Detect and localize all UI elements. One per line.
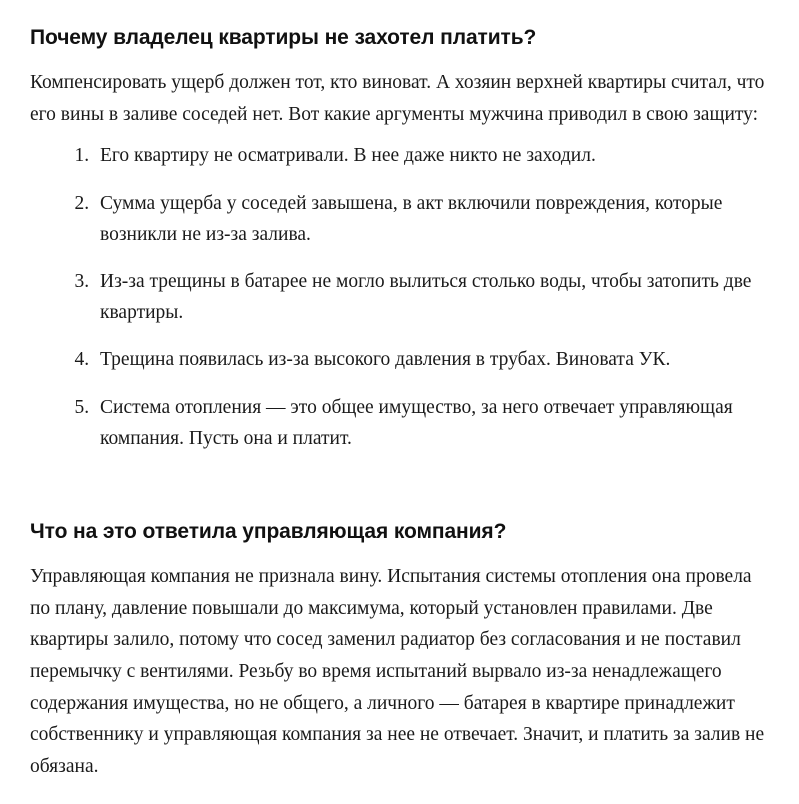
list-item: 4. Трещина появилась из-за высокого давления в трубах. Виновата УК. xyxy=(94,344,769,375)
list-item: 1. Его квартиру не осматривали. В нее даже никто не заходил. xyxy=(94,140,769,171)
section-heading: Что на это ответила управляющая компания? xyxy=(30,519,507,543)
section-owner-refusal xyxy=(30,24,769,454)
list-item: 5. Система отопления — это общее имущество, за него отвечает управляющая компания. Пусть она и платит. xyxy=(94,392,769,454)
list-item: 2. Сумма ущерба у соседей завышена, в акт включили повреждения, которые возникли не из-за залива. xyxy=(94,188,769,250)
section-intro-paragraph: Компенсировать ущерб должен тот, кто виноват. А хозяин верхней квартиры считал, что его вины в заливе соседей нет. Вот какие аргументы мужчина приводил в свою защиту: xyxy=(30,72,765,125)
section-body-paragraph: Управляющая компания не признала вину. Испытания системы отопления она провела по плану, давление повышали до максимума, который установлен правилами. Две квартиры залило, потому что сосед заменил радиатор без согласования и не поставил перемычку с вентилями. Резьбу во время испытаний вырвало из-за ненадлежащего содержания имущества, но не общего, а личного — батарея в квартире принадлежит собственнику и управляющая компания за нее не отвечает. Значит, и платить за залив не обязана. xyxy=(30,566,765,777)
page-title: Почему владелец квартиры не захотел платить? xyxy=(30,26,537,49)
arguments-list xyxy=(30,140,769,454)
section-management-company-reply xyxy=(30,518,769,782)
list-item: 3. Из-за трещины в батарее не могло вылиться столько воды, чтобы затопить две квартиры. xyxy=(94,266,769,328)
section-spacer xyxy=(30,454,769,518)
